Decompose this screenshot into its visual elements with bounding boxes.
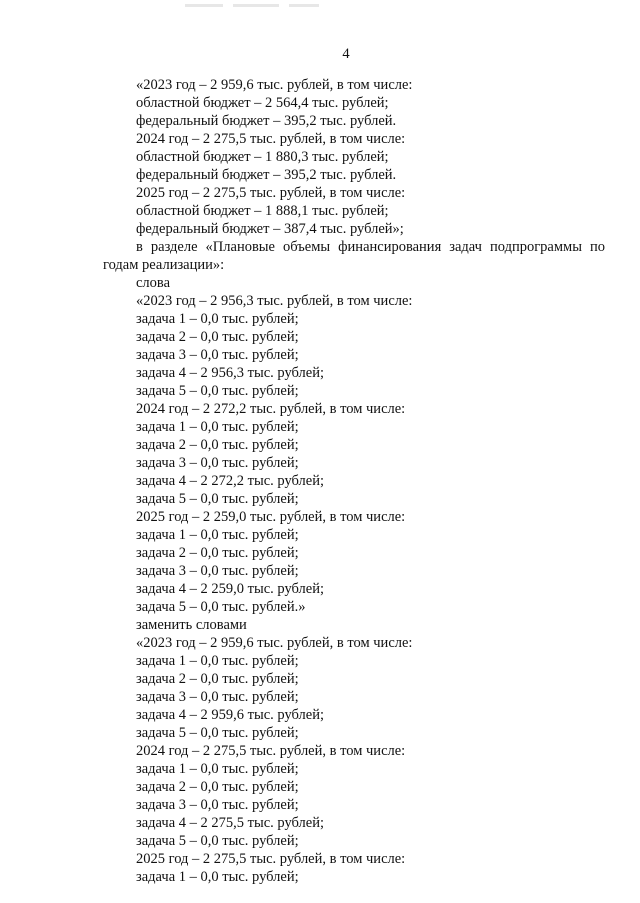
text-line: задача 4 – 2 959,6 тыс. рублей;	[136, 707, 324, 723]
text-line: задача 2 – 0,0 тыс. рублей;	[136, 437, 299, 453]
text-line: задача 4 – 2 275,5 тыс. рублей;	[136, 815, 324, 831]
text-line: областной бюджет – 1 888,1 тыс. рублей;	[136, 203, 389, 219]
text-line: 2025 год – 2 275,5 тыс. рублей, в том числе:	[136, 185, 406, 201]
text-line: задача 1 – 0,0 тыс. рублей;	[136, 869, 299, 885]
page-number: 4	[342, 46, 350, 62]
text-line: задача 2 – 0,0 тыс. рублей;	[136, 545, 299, 561]
text-line: задача 5 – 0,0 тыс. рублей;	[136, 833, 299, 849]
text-line: «2023 год – 2 959,6 тыс. рублей, в том числе:	[136, 77, 413, 93]
text-line: задача 5 – 0,0 тыс. рублей;	[136, 383, 299, 399]
text-line: областной бюджет – 1 880,3 тыс. рублей;	[136, 149, 389, 165]
text-line: областной бюджет – 2 564,4 тыс. рублей;	[136, 95, 389, 111]
text-line: задача 3 – 0,0 тыс. рублей;	[136, 455, 299, 471]
text-line: задача 1 – 0,0 тыс. рублей;	[136, 761, 299, 777]
text-line: задача 5 – 0,0 тыс. рублей;	[136, 725, 299, 741]
text-line: задача 5 – 0,0 тыс. рублей;	[136, 491, 299, 507]
text-line: федеральный бюджет – 395,2 тыс. рублей.	[136, 167, 397, 183]
scan-artifact	[185, 4, 345, 10]
text-line: 2025 год – 2 275,5 тыс. рублей, в том числе:	[136, 851, 406, 867]
text-line: федеральный бюджет – 395,2 тыс. рублей.	[136, 113, 397, 129]
text-line: задача 3 – 0,0 тыс. рублей;	[136, 689, 299, 705]
text-line: задача 3 – 0,0 тыс. рублей;	[136, 563, 299, 579]
text-line: задача 3 – 0,0 тыс. рублей;	[136, 797, 299, 813]
text-line: задача 1 – 0,0 тыс. рублей;	[136, 419, 299, 435]
text-line: «2023 год – 2 956,3 тыс. рублей, в том числе:	[136, 293, 413, 309]
section-paragraph: в разделе «Плановые объемы финансирования задач подпрограммы по годам реализации»:	[103, 239, 605, 273]
text-line: 2024 год – 2 272,2 тыс. рублей, в том числе:	[136, 401, 406, 417]
text-line: 2024 год – 2 275,5 тыс. рублей, в том числе:	[136, 743, 406, 759]
text-line: слова	[136, 275, 171, 291]
text-line: задача 2 – 0,0 тыс. рублей;	[136, 329, 299, 345]
text-line: «2023 год – 2 959,6 тыс. рублей, в том числе:	[136, 635, 413, 651]
text-line: федеральный бюджет – 387,4 тыс. рублей»;	[136, 221, 404, 237]
text-line: задача 4 – 2 259,0 тыс. рублей;	[136, 581, 324, 597]
text-line: задача 1 – 0,0 тыс. рублей;	[136, 311, 299, 327]
text-line: задача 4 – 2 956,3 тыс. рублей;	[136, 365, 324, 381]
text-line: задача 2 – 0,0 тыс. рублей;	[136, 671, 299, 687]
text-line: заменить словами	[136, 617, 247, 633]
text-line: задача 5 – 0,0 тыс. рублей.»	[136, 599, 306, 615]
text-line: задача 2 – 0,0 тыс. рублей;	[136, 779, 299, 795]
text-line: 2025 год – 2 259,0 тыс. рублей, в том числе:	[136, 509, 406, 525]
text-line: 2024 год – 2 275,5 тыс. рублей, в том числе:	[136, 131, 406, 147]
text-line: задача 4 – 2 272,2 тыс. рублей;	[136, 473, 324, 489]
text-line: задача 3 – 0,0 тыс. рублей;	[136, 347, 299, 363]
document-body	[103, 76, 605, 886]
text-line: задача 1 – 0,0 тыс. рублей;	[136, 653, 299, 669]
text-line: задача 1 – 0,0 тыс. рублей;	[136, 527, 299, 543]
